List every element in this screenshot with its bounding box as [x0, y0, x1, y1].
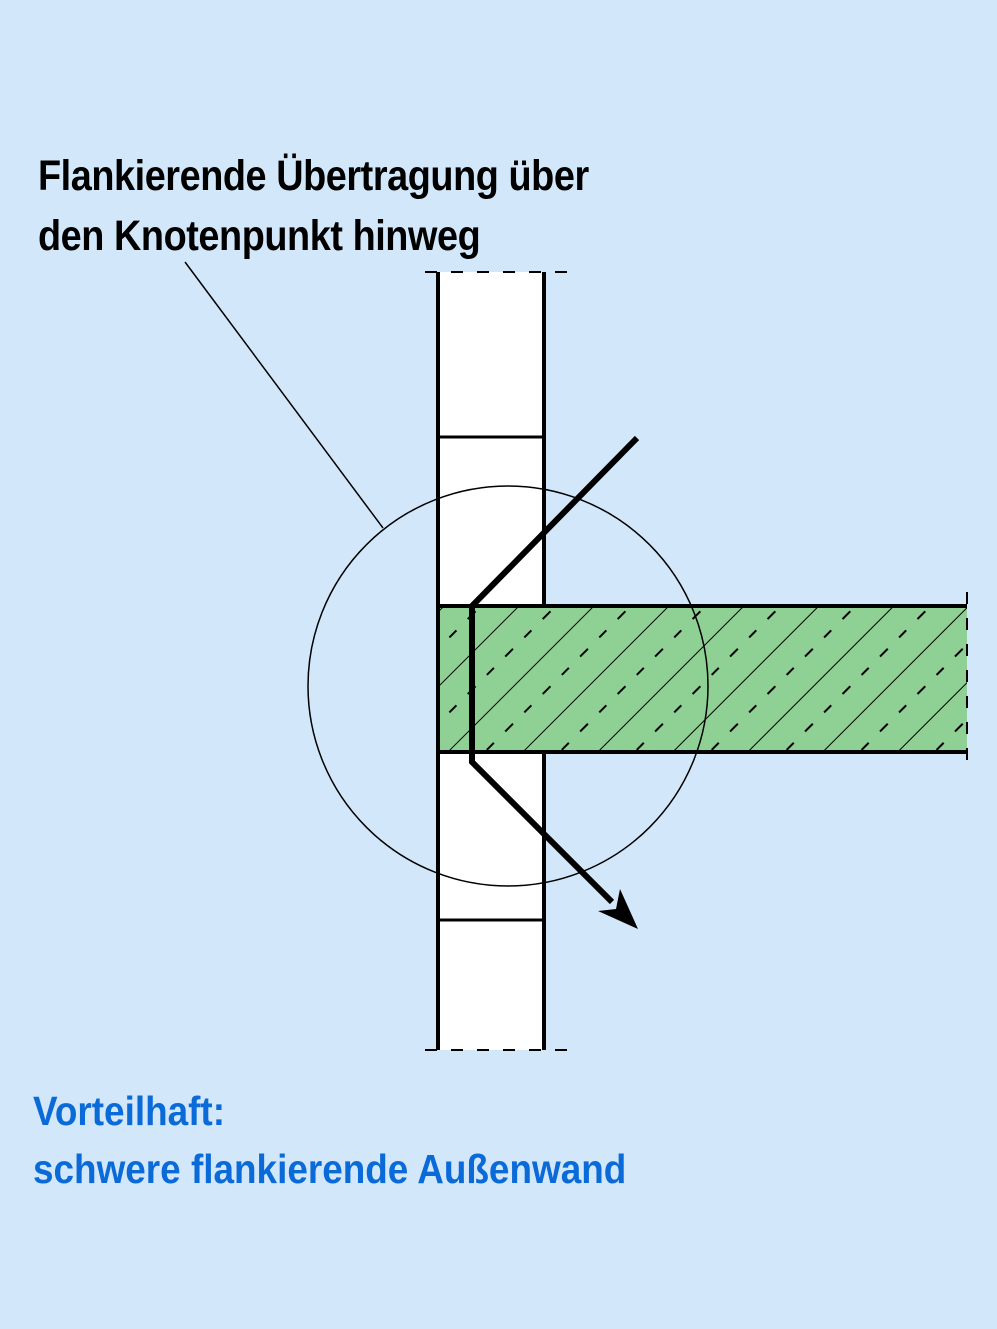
advantage-note [33, 1082, 626, 1198]
note-line-2: schwere flankierende Außenwand [33, 1146, 627, 1192]
title-line-2: den Knotenpunkt hinweg [38, 212, 481, 260]
leader-line [185, 262, 383, 528]
note-line-1: Vorteilhaft: [33, 1088, 226, 1134]
floor-slab [438, 592, 967, 764]
title-line-1: Flankierende Übertragung über [38, 152, 589, 200]
